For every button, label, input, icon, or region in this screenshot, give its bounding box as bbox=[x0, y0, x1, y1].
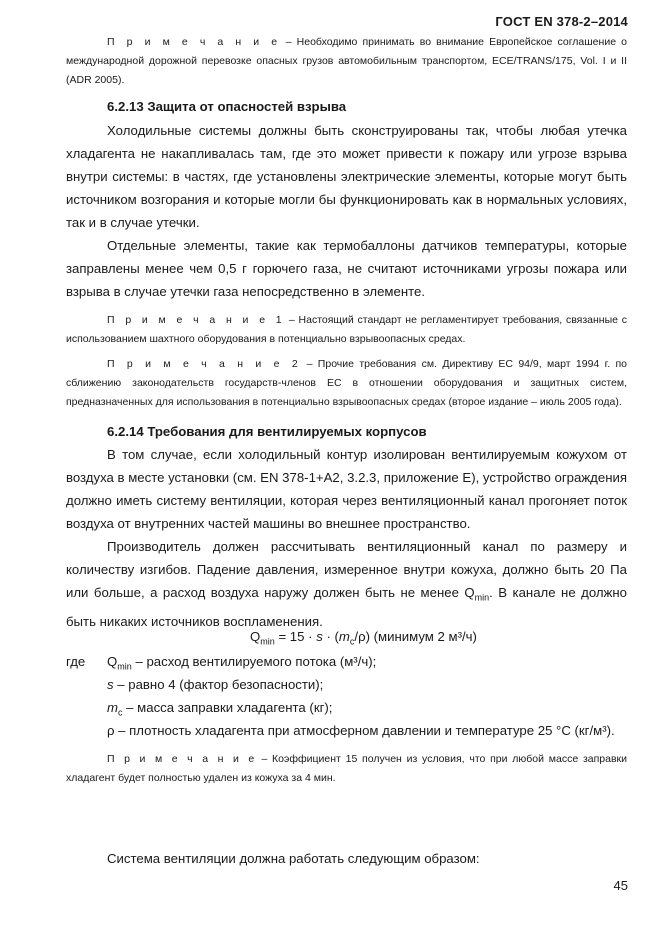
paragraph: Холодильные системы должны быть сконструированы так, чтобы любая утечка хладагента не накапливалась там, где это может привести к пожару или угрозе взрыва внутри системы: в частях, где установлены электрические элементы, которые могут быть источником возгорания и которые могли бы функционировать как в нормальных условиях, так и в случае утечки. bbox=[66, 123, 627, 230]
symbol: m bbox=[107, 700, 118, 715]
note-text: – Прочие требования см. Директиву ЕС 94/9, март 1994 г. по сближению законодательств государств-членов ЕС в отношении оборудования и защитных систем, предназначенных для использования в потенциально взрывоопасных средах (второе издание – июль 2005 года). bbox=[66, 358, 628, 408]
section-6-2-13-body bbox=[66, 119, 627, 303]
definition-rho: ρ – плотность хладагента при атмосферном давлении и температуре 25 °C (кг/м³). bbox=[107, 723, 615, 738]
subscript: min bbox=[117, 661, 132, 672]
paragraph bbox=[66, 535, 627, 633]
section-heading-6-2-14: 6.2.14 Требования для вентилируемых корпусов bbox=[107, 424, 427, 439]
symbol: s bbox=[107, 677, 114, 692]
formula-part: (минимум 2 м³/ч) bbox=[369, 629, 477, 644]
definition-mc bbox=[107, 700, 332, 718]
note-text: – Настоящий стандарт не регламентирует требования, связанные с использованием шахтного оборудования в потенциально взрывоопасных средах. bbox=[66, 314, 628, 345]
formula-part: = 15 · bbox=[274, 629, 317, 644]
note-1-mining bbox=[66, 311, 627, 349]
page-number: 45 bbox=[613, 878, 628, 893]
symbol: Q bbox=[107, 654, 118, 669]
formula-part: c bbox=[349, 636, 355, 647]
formula-part: min bbox=[260, 636, 275, 647]
section-heading-6-2-13: 6.2.13 Защита от опасностей взрыва bbox=[107, 99, 347, 114]
formula-part: /ρ) bbox=[354, 629, 370, 644]
formula-part: s bbox=[316, 629, 323, 644]
section-6-2-14-body bbox=[66, 443, 627, 633]
note-text: – Коэффициент 15 получен из условия, что при любой массе заправки хладагент будет полностью удален из кожуха за 4 мин. bbox=[66, 753, 627, 784]
note-text: – Необходимо принимать во внимание Европейское соглашение о международной дорожной перевозке опасных грузов автомобильным транспортом, ECE/TRANS/175, Vol. I и II (ADR 2005). bbox=[66, 36, 627, 86]
definition-text: – равно 4 (фактор безопасности); bbox=[113, 677, 324, 692]
formula-part: Q bbox=[250, 629, 261, 644]
note-coefficient bbox=[66, 750, 627, 788]
definition-text: – масса заправки хладагента (кг); bbox=[122, 700, 333, 715]
subscript: min bbox=[474, 592, 490, 603]
paragraph-text: Производитель должен рассчитывать вентиляционный канал по размеру и количеству изгибов. Падение давления, измеренное внутри кожуха, должно быть 20 Па или больше, а расход воздуха наружу должен быть не менее Q bbox=[66, 539, 627, 600]
note-label: П р и м е ч а н и е bbox=[107, 36, 281, 48]
note-2-directive bbox=[66, 355, 627, 412]
formula bbox=[250, 629, 477, 647]
note-adr bbox=[66, 33, 627, 90]
subscript: c bbox=[118, 707, 123, 718]
definition-s bbox=[107, 677, 323, 692]
where-label: где bbox=[66, 654, 86, 669]
formula-part: m bbox=[338, 629, 350, 644]
definition-text: – расход вентилируемого потока (м³/ч); bbox=[131, 654, 377, 669]
document-id-header: ГОСТ EN 378-2–2014 bbox=[495, 14, 628, 29]
note-label: П р и м е ч а н и е bbox=[107, 753, 257, 765]
paragraph: В том случае, если холодильный контур изолирован вентилируемым кожухом от воздуха в месте установки (см. EN 378-1+A2, 3.2.3, приложение E), устройство ограждения должно иметь систему вентиляции, которая через вентиляционный канал прогоняет поток воздуха от внутренних частей машины во внешнее пространство. bbox=[66, 447, 627, 531]
formula-part: · ( bbox=[322, 629, 339, 644]
paragraph-text: . В канале не должно быть никаких источников воспламенения. bbox=[66, 585, 627, 629]
definition-qmin bbox=[107, 654, 376, 672]
paragraph: Отдельные элементы, такие как термобаллоны датчиков температуры, которые заправлены менее чем 0,5 г горючего газа, не считают источниками угрозы пожара или взрыва в случае утечки газа непосредственно в элементе. bbox=[66, 238, 627, 299]
note-label: П р и м е ч а н и е 2 bbox=[107, 358, 302, 370]
closing-paragraph: Система вентиляции должна работать следующим образом: bbox=[107, 851, 480, 866]
note-label: П р и м е ч а н и е 1 bbox=[107, 314, 286, 326]
